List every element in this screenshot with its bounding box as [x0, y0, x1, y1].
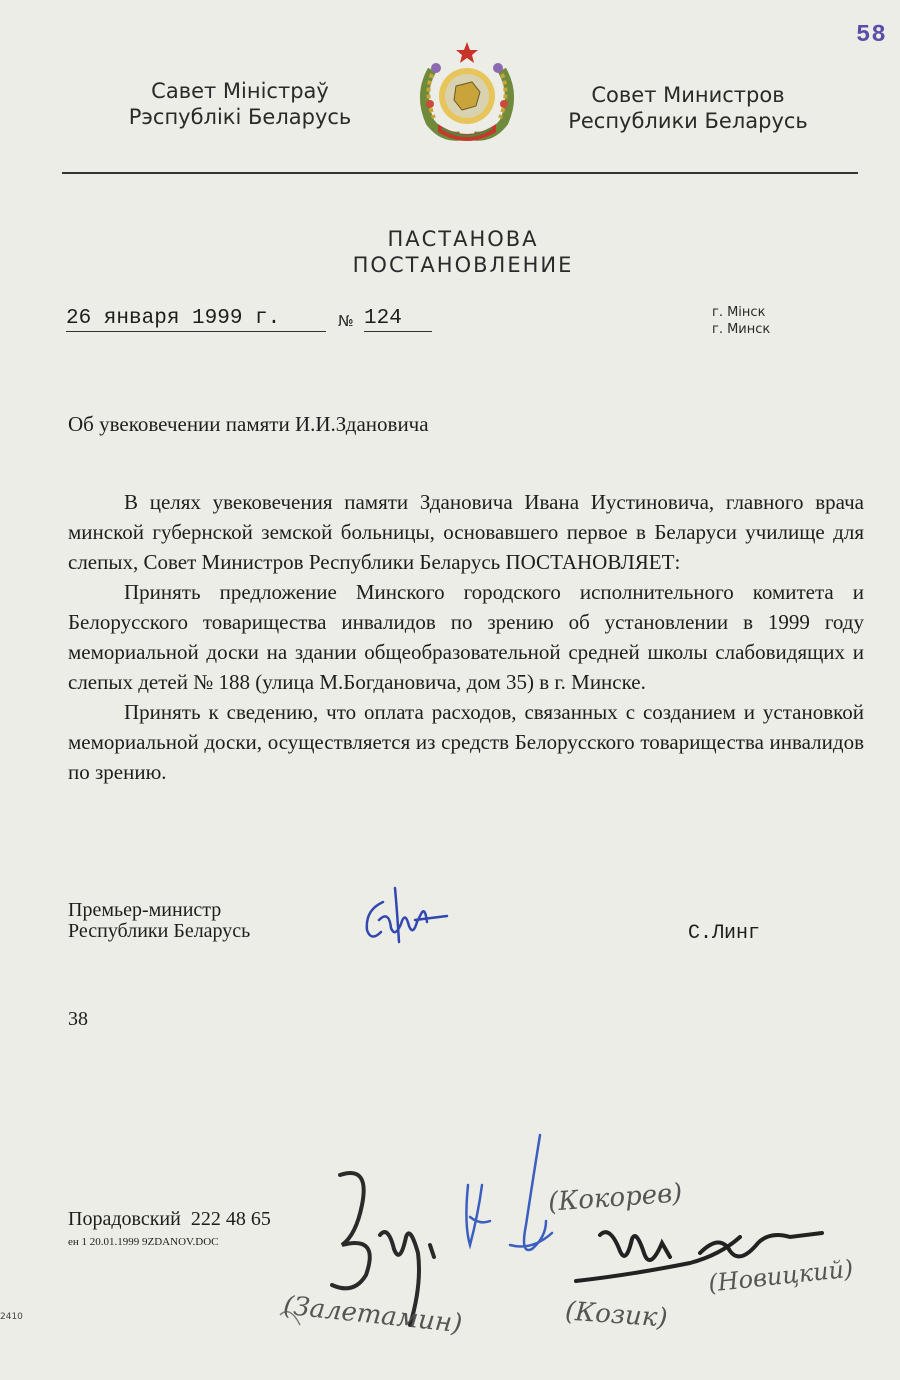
document-date-value: 26 января 1999 г.: [66, 307, 281, 330]
number-label: №: [338, 312, 354, 330]
handwritten-signature: [355, 880, 455, 960]
body-paragraph-2: Принять предложение Минского городского исполнительного комитета и Белорусского товарищества инвалидов по зрению об установлении в 1999 году мемориальной доски на здании общеобразовательной средней школы слабовидящих и слепых детей № 188 (улица М.Богдановича, дом 35) в г. Минске.: [68, 580, 864, 694]
body-paragraph-3: Принять к сведению, что оплата расходов, связанных с созданием и установкой мемориальной доски, осуществляется из средств Белорусского товарищества инвалидов по зрению.: [68, 700, 864, 784]
approver-name-3: (Козик): [564, 1296, 669, 1334]
header-right: [548, 82, 828, 134]
document-date: [66, 307, 326, 332]
body-paragraph-1: В целях увековечения памяти Здановича Ивана Иустиновича, главного врача минской губернской земской больницы, основавшего первое в Беларуси училище для слепых, Совет Министров Республики Беларусь ПОСТАНОВЛЯЕТ:: [68, 490, 864, 574]
document-number: [364, 307, 432, 332]
header-left-line2: Рэспублікі Беларусь: [128, 105, 352, 129]
signatory-name: С.Линг: [688, 922, 761, 945]
approval-sign-2: [466, 1135, 552, 1250]
header-right-line1: Совет Министров: [591, 83, 785, 107]
state-emblem: [412, 40, 522, 146]
city-by: г. Мінск: [712, 305, 766, 320]
signatory-position-line2: Республики Беларусь: [68, 920, 251, 942]
approver-name-4: (Новицкий): [706, 1254, 855, 1298]
header-rule: [62, 172, 858, 174]
document-subject: Об увековечении памяти И.И.Здановича: [68, 412, 429, 436]
executor-info: Порадовский 222 48 65: [68, 1208, 271, 1230]
document-type-by: ПАСТАНОВА: [387, 227, 539, 251]
header-left: [100, 78, 380, 130]
file-reference: ен 1 20.01.1999 9ZDANOV.DOC: [68, 1236, 219, 1248]
margin-code: 2410: [0, 1312, 23, 1322]
city-ru: г. Минск: [712, 322, 771, 337]
document-type: [300, 226, 626, 278]
copies-count: 38: [68, 1008, 88, 1030]
header-left-line1: Савет Міністраў: [151, 79, 329, 103]
document-body: [68, 487, 864, 787]
approver-name-2: (Залетамин): [281, 1290, 464, 1340]
approver-name-1: (Кокорев): [547, 1178, 684, 1218]
page-number-stamp: 58: [856, 22, 887, 49]
signatory-position: [68, 900, 250, 942]
header-right-line2: Республики Беларусь: [568, 109, 808, 133]
document-type-ru: ПОСТАНОВЛЕНИЕ: [352, 253, 574, 277]
document-number-value: 124: [364, 307, 402, 330]
city: [712, 304, 770, 338]
signatory-position-line1: Премьер-министр: [68, 899, 222, 921]
emblem-graphic: [424, 42, 509, 141]
